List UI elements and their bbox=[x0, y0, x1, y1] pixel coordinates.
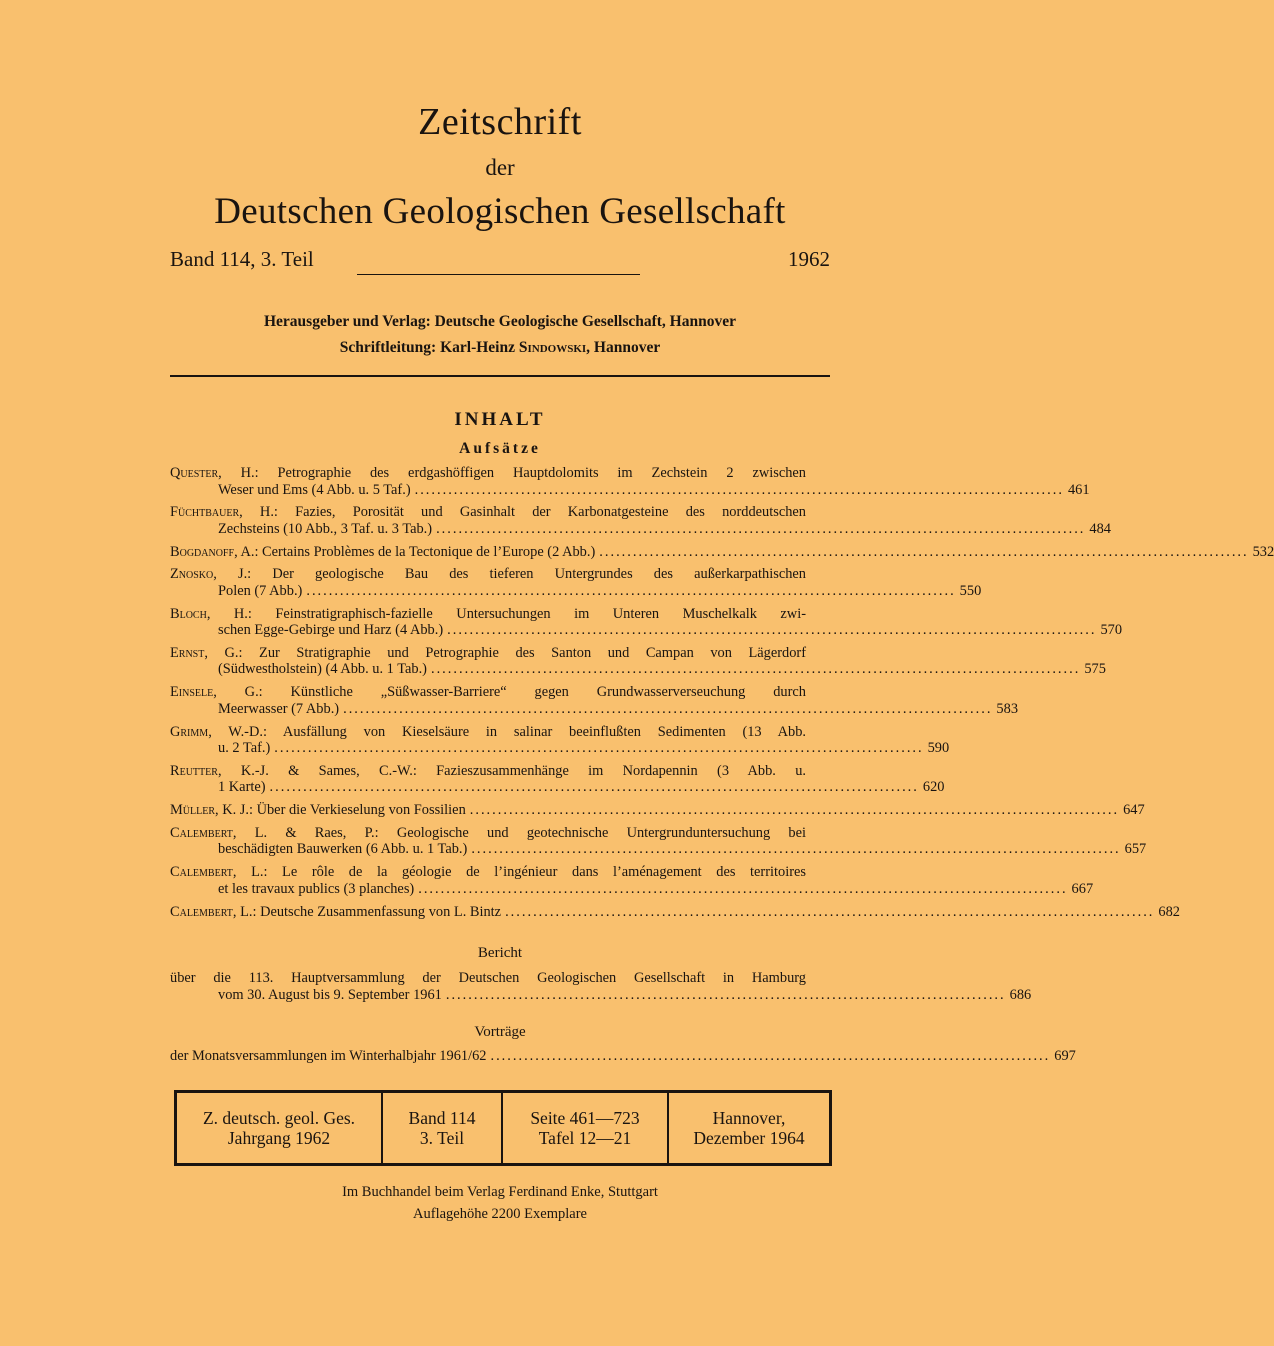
toc-title-part2: Weser und Ems (4 Abb. u. 5 Taf.) bbox=[218, 481, 411, 498]
toc-entry-line2 bbox=[170, 700, 1019, 718]
toc-entry bbox=[170, 723, 950, 757]
citation-year: Jahrgang 1962 bbox=[227, 1128, 331, 1148]
toc-page-number: 550 bbox=[959, 582, 982, 599]
articles-heading: Aufsätze bbox=[459, 440, 541, 457]
toc-title-part2: u. 2 Taf.) bbox=[218, 740, 271, 757]
toc-page-number: 570 bbox=[1100, 622, 1123, 639]
toc-page-number: 647 bbox=[1123, 802, 1145, 819]
toc-title-part1: , L.: Deutsche Zusammenfassung von L. Bintz bbox=[232, 903, 502, 920]
toc-author: Znosko bbox=[170, 566, 214, 583]
toc-author: Reutter bbox=[170, 762, 218, 779]
toc-title-part2: 1 Karte) bbox=[218, 779, 266, 796]
leader-dots: .................................................................................................................... bbox=[418, 880, 1068, 897]
report-heading: Bericht bbox=[477, 945, 523, 961]
citation-plates: Tafel 12—21 bbox=[538, 1128, 632, 1148]
leader-dots: .................................................................................................................... bbox=[306, 582, 956, 599]
toc-entry-line2 bbox=[170, 622, 1123, 639]
toc-author: Ernst bbox=[170, 644, 205, 661]
citation-journal: Z. deutsch. geol. Ges. bbox=[202, 1108, 356, 1128]
toc-title-part1: , H.: Petrographie des erdgashöffigen Hauptdolomits im Zechstein 2 zwischen bbox=[218, 465, 806, 481]
toc-entry-line2 bbox=[170, 779, 945, 796]
toc-entry bbox=[170, 684, 1019, 717]
toc-entry-line1 bbox=[170, 684, 834, 701]
volume-number: Band 114, 3. Teil bbox=[170, 247, 314, 271]
toc-entry-line1 bbox=[170, 566, 834, 583]
toc-entry bbox=[170, 762, 945, 796]
leader-dots: .................................................................................................................... bbox=[447, 622, 1097, 639]
toc-entry-line2 bbox=[170, 582, 982, 600]
toc-entry bbox=[170, 824, 1147, 858]
leader-dots: .................................................................................................................... bbox=[505, 903, 1155, 920]
toc-entry-line1 bbox=[170, 763, 834, 780]
toc-author: Calembert bbox=[170, 864, 233, 881]
toc-entry-line1 bbox=[170, 802, 1145, 819]
toc-entry-line1 bbox=[170, 724, 834, 741]
citation-place-cell bbox=[669, 1093, 829, 1163]
toc-title-part1: , A.: Certains Problèmes de la Tectonique de l’Europe (2 Abb.) bbox=[234, 543, 596, 560]
lectures-entry bbox=[170, 1048, 1076, 1065]
toc-title bbox=[170, 802, 466, 819]
citation-box bbox=[174, 1090, 832, 1166]
journal-title-line2: der bbox=[485, 155, 515, 180]
publisher-footer: Im Buchhandel beim Verlag Ferdinand Enke, Stuttgart bbox=[342, 1184, 658, 1200]
toc-entry-line2 bbox=[170, 481, 1090, 499]
toc-entry-line2 bbox=[170, 661, 1106, 678]
toc-entry-line2 bbox=[170, 520, 1111, 538]
volume-rule bbox=[357, 274, 640, 275]
editor-line bbox=[0, 339, 1000, 357]
toc-title-part2: Meerwasser (7 Abb.) bbox=[218, 700, 340, 717]
toc-author: Calembert bbox=[170, 824, 233, 841]
publisher-line: Herausgeber und Verlag: Deutsche Geologische Gesellschaft, Hannover bbox=[263, 313, 736, 330]
toc-title bbox=[170, 544, 595, 561]
report-line1: über die 113. Hauptversammlung der Deutschen Geologischen Gesellschaft in Hamburg bbox=[170, 970, 806, 986]
toc-page-number: 590 bbox=[927, 740, 950, 757]
toc-title-part1: , J.: Der geologische Bau des tieferen Untergrundes des außerkarpathischen bbox=[213, 566, 806, 583]
report-entry bbox=[170, 970, 1032, 1003]
citation-pages: Seite 461—723 bbox=[530, 1108, 640, 1128]
toc-title-part1: , L.: Le rôle de la géologie de l’ingénieur dans l’aménagement des territoires bbox=[232, 864, 806, 881]
toc-entry-line1 bbox=[170, 543, 1274, 561]
toc-title-part2: (Südwestholstein) (4 Abb. u. 1 Tab.) bbox=[218, 661, 427, 678]
toc-title-part1: , W.-D.: Ausfällung von Kieselsäure in salinar beeinflußten Sedimenten (13 Abb. bbox=[208, 723, 806, 740]
header-divider bbox=[170, 375, 830, 377]
leader-dots: .................................................................................................................... bbox=[269, 779, 919, 796]
toc-page-number: 620 bbox=[922, 779, 945, 796]
toc-title-part1: , K. J.: Über die Verkieselung von Fossilien bbox=[215, 802, 466, 819]
citation-volume: Band 114 bbox=[408, 1108, 476, 1128]
lectures-heading: Vorträge bbox=[474, 1024, 526, 1040]
toc-title-part2: Zechsteins (10 Abb., 3 Taf. u. 3 Tab.) bbox=[218, 520, 433, 537]
toc-page-number: 682 bbox=[1158, 903, 1180, 920]
toc-author: Quester bbox=[170, 465, 219, 481]
toc-entry bbox=[170, 605, 1123, 639]
toc-entry-line2 bbox=[170, 841, 1147, 858]
leader-dots: .................................................................................................................... bbox=[469, 802, 1120, 819]
journal-title-line3: Deutschen Geologischen Gesellschaft bbox=[214, 191, 786, 232]
lectures-line: der Monatsversammlungen im Winterhalbjahr 1961/62 bbox=[170, 1048, 487, 1064]
toc-title bbox=[170, 904, 501, 921]
toc-entry bbox=[170, 864, 1094, 897]
toc-entry-line1 bbox=[170, 465, 834, 482]
toc-title-part1: , K.-J. & Sames, C.-W.: Fazieszusammenhänge im Nordapennin (3 Abb. u. bbox=[217, 762, 806, 779]
toc-author: Bogdanoff bbox=[170, 543, 235, 560]
toc-entry-line1 bbox=[170, 645, 834, 662]
toc-author: Calembert bbox=[170, 903, 233, 920]
toc-entry bbox=[170, 543, 1274, 561]
toc-entry-line2 bbox=[170, 740, 950, 757]
toc-title-part2: et les travaux publics (3 planches) bbox=[218, 880, 415, 897]
toc-page-number: 461 bbox=[1067, 481, 1090, 498]
toc-title-part1: , L. & Raes, P.: Geologische und geotechnische Untergrunduntersuchung bei bbox=[232, 824, 806, 841]
citation-place: Hannover, bbox=[712, 1108, 786, 1128]
citation-volume-cell bbox=[383, 1093, 503, 1163]
lectures-page: 697 bbox=[1054, 1048, 1076, 1064]
toc-entry bbox=[170, 802, 1145, 819]
toc-page-number: 484 bbox=[1089, 520, 1111, 537]
toc-entry-line1 bbox=[170, 903, 1180, 921]
toc-title-part1: , G.: Zur Stratigraphie und Petrographie des Santon und Campan von Lägerdorf bbox=[204, 644, 806, 661]
editor-suffix: , Hannover bbox=[586, 339, 661, 356]
toc-page-number: 583 bbox=[996, 700, 1019, 717]
toc-entry bbox=[170, 504, 1111, 537]
leader-dots: .................................................................................................................... bbox=[430, 661, 1081, 678]
volume-year: 1962 bbox=[788, 247, 830, 271]
toc-title-part1: , H.: Fazies, Porosität und Gasinhalt der Karbonatgesteine des norddeutschen bbox=[239, 504, 806, 521]
toc-entry bbox=[170, 465, 1090, 498]
print-run-footer: Auflagehöhe 2200 Exemplare bbox=[413, 1206, 587, 1222]
toc-author: Füchtbauer bbox=[170, 504, 240, 521]
toc-entry-line1 bbox=[170, 825, 834, 842]
leader-dots: .................................................................................................................... bbox=[274, 740, 924, 757]
toc-title-part2: beschädigten Bauwerken (6 Abb. u. 1 Tab.) bbox=[218, 841, 468, 858]
toc-page-number: 657 bbox=[1124, 841, 1147, 858]
toc-page-number: 667 bbox=[1071, 880, 1094, 897]
table-of-contents bbox=[170, 465, 1274, 926]
leader-dots: .................................................................................................................... bbox=[414, 481, 1064, 498]
toc-author: Müller bbox=[170, 802, 216, 819]
citation-journal-cell bbox=[177, 1093, 383, 1163]
leader-dots: .................................................................................................................... bbox=[599, 543, 1249, 560]
toc-entry-line1 bbox=[170, 864, 834, 881]
toc-title-part1: , H.: Feinstratigraphisch-fazielle Untersuchungen im Unteren Muschelkalk zwi- bbox=[206, 605, 806, 622]
editor-prefix: Schriftleitung: Karl-Heinz bbox=[339, 339, 519, 356]
editor-name: Sindowski bbox=[518, 339, 587, 356]
leader-dots: .................................................................................................................... bbox=[436, 520, 1086, 537]
toc-entry-line1 bbox=[170, 606, 834, 623]
toc-entry bbox=[170, 644, 1106, 678]
toc-title-part2: schen Egge-Gebirge und Harz (4 Abb.) bbox=[218, 622, 444, 639]
contents-heading: INHALT bbox=[454, 409, 546, 430]
citation-pages-cell bbox=[503, 1093, 669, 1163]
leader-dots: .................................................................................................... bbox=[445, 986, 1006, 1003]
toc-entry-line2 bbox=[170, 880, 1094, 898]
toc-author: Grimm bbox=[170, 723, 209, 740]
citation-part: 3. Teil bbox=[419, 1128, 465, 1148]
toc-entry-line1 bbox=[170, 504, 834, 521]
leader-dots: .................................................................................................... bbox=[490, 1048, 1051, 1064]
toc-entry bbox=[170, 566, 982, 599]
report-page: 686 bbox=[1009, 986, 1032, 1003]
journal-title-line1: Zeitschrift bbox=[418, 101, 582, 143]
toc-page-number: 575 bbox=[1084, 661, 1106, 678]
toc-entry bbox=[170, 903, 1180, 921]
citation-date: Dezember 1964 bbox=[693, 1128, 805, 1148]
toc-author: Bloch bbox=[170, 605, 207, 622]
toc-page-number: 532 bbox=[1252, 543, 1274, 560]
toc-title-part2: Polen (7 Abb.) bbox=[218, 582, 303, 599]
report-line2: vom 30. August bis 9. September 1961 bbox=[218, 986, 442, 1003]
leader-dots: .................................................................................................................... bbox=[343, 700, 993, 717]
volume-line bbox=[170, 247, 830, 277]
leader-dots: .................................................................................................................... bbox=[471, 841, 1121, 858]
toc-title-part1: , G.: Künstliche „Süßwasser-Barriere“ gegen Grundwasserverseuchung durch bbox=[213, 684, 806, 701]
toc-author: Einsele bbox=[170, 684, 214, 701]
